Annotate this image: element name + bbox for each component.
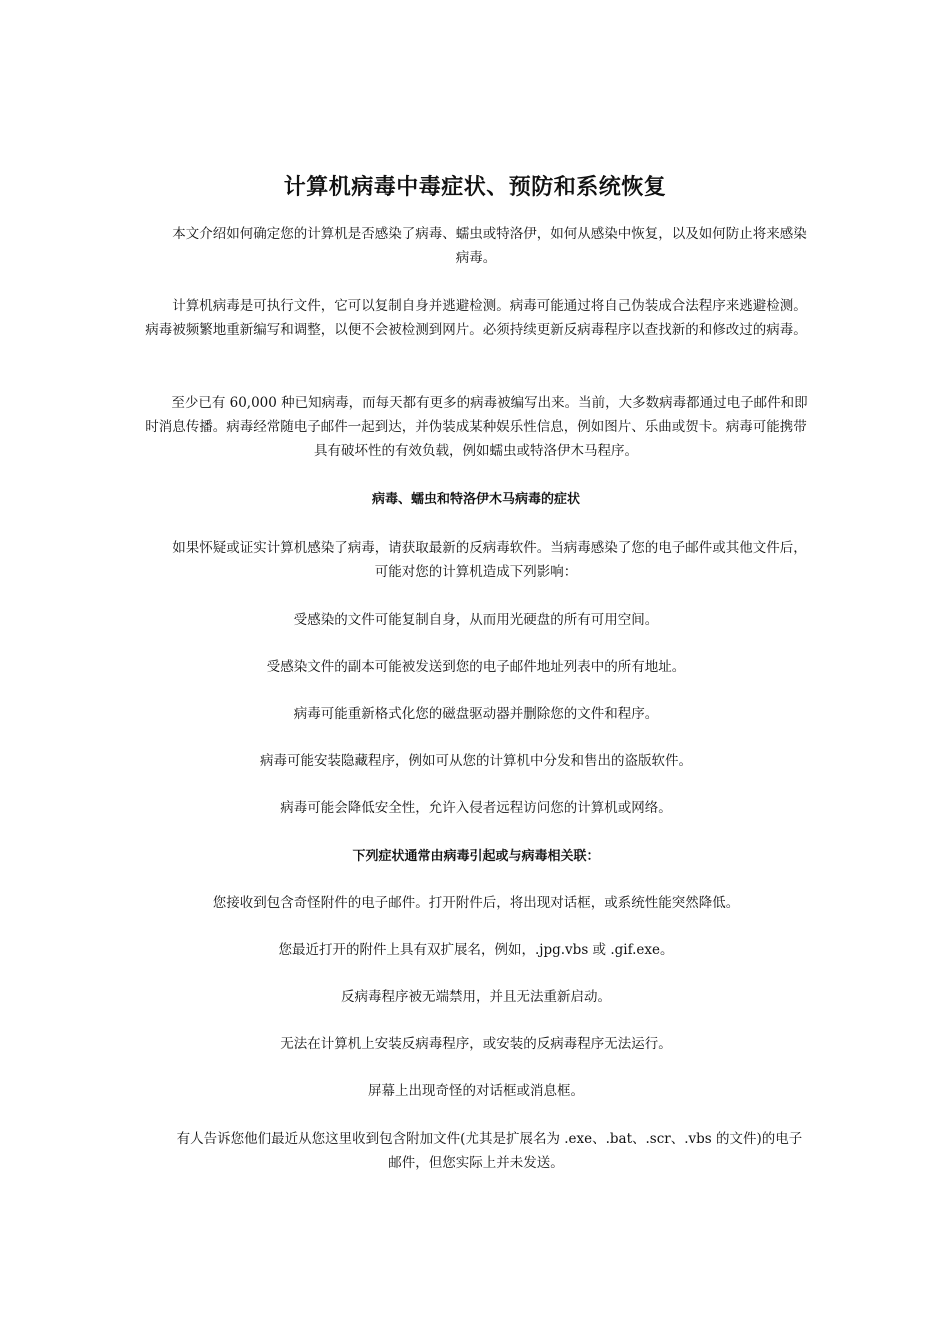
effect-item: 病毒可能安装隐藏程序，例如可从您的计算机中分发和售出的盗版软件。 (260, 753, 692, 769)
symptom-item: 屏幕上出现奇怪的对话框或消息框。 (368, 1083, 584, 1099)
sent-attachment-paragraph: 有人告诉您他们最近从您这里收到包含附加文件(尤其是扩展名为 .exe、.bat、.scr、.vbs 的文件)的电子邮件，但您实际上并未发送。 (176, 1131, 803, 1171)
effect-item: 受感染文件的副本可能被发送到您的电子邮件地址列表中的所有地址。 (266, 659, 686, 675)
symptom-item: 反病毒程序被无端禁用，并且无法重新启动。 (341, 989, 611, 1005)
effect-item: 病毒可能会降低安全性，允许入侵者远程访问您的计算机或网络。 (280, 800, 672, 816)
effect-item: 病毒可能重新格式化您的磁盘驱动器并删除您的文件和程序。 (293, 706, 659, 722)
symptom-item: 无法在计算机上安装反病毒程序，或安装的反病毒程序无法运行。 (280, 1036, 672, 1052)
symptom-item: 您接收到包含奇怪附件的电子邮件。打开附件后，将出现对话框，或系统性能突然降低。 (212, 895, 740, 911)
intro-paragraph: 本文介绍如何确定您的计算机是否感染了病毒、蠕虫或特洛伊，如何从感染中恢复，以及如何防止将来感染病毒。 (172, 226, 807, 266)
symptom-item: 您最近打开的附件上具有双扩展名，例如，.jpg.vbs 或 .gif.exe。 (278, 942, 674, 958)
suspect-infection-paragraph: 如果怀疑或证实计算机感染了病毒，请获取最新的反病毒软件。当病毒感染了您的电子邮件或其他文件后，可能对您的计算机造成下列影响： (172, 540, 807, 580)
document-title: 计算机病毒中毒症状、预防和系统恢复 (283, 174, 667, 200)
virus-spread-paragraph: 至少已有 60,000 种已知病毒，而每天都有更多的病毒被编写出来。当前，大多数病毒都通过电子邮件和即时消息传播。病毒经常随电子邮件一起到达，并伪装成某种娱乐性信息，例如图片、乐曲或贺卡。病毒可能携带具有破坏性的有效负载，例如蠕虫或特洛伊木马程序。 (145, 395, 808, 459)
symptoms-heading: 病毒、蠕虫和特洛伊木马病毒的症状 (371, 492, 580, 507)
effect-item: 受感染的文件可能复制自身，从而用光硬盘的所有可用空间。 (293, 612, 659, 628)
virus-definition-paragraph: 计算机病毒是可执行文件，它可以复制自身并逃避检测。病毒可能通过将自己伪装成合法程序来逃避检测。病毒被频繁地重新编写和调整，以便不会被检测到网片。必须持续更新反病毒程序以查找新的和修改过的病毒。 (145, 298, 807, 338)
related-symptoms-heading: 下列症状通常由病毒引起或与病毒相关联： (352, 849, 600, 864)
